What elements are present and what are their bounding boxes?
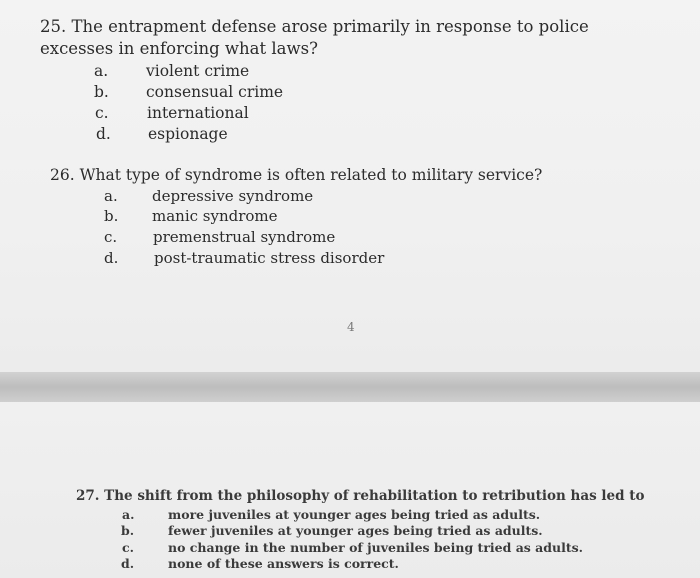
question-26-option-b-letter: b. [104, 207, 119, 225]
question-25-option-b-text: consensual crime [146, 83, 284, 101]
question-26-option-a-text: depressive syndrome [152, 187, 314, 205]
question-26-option-d-text: post-traumatic stress disorder [154, 249, 385, 267]
page-number: 4 [347, 320, 355, 334]
question-26-option-c-letter: c. [104, 228, 118, 246]
question-27-option-a-letter: a. [122, 507, 135, 522]
question-25-option-a-letter: a. [94, 62, 109, 80]
question-27-option-d-text: none of these answers is correct. [168, 556, 399, 571]
question-27-option-c-letter: c. [122, 540, 134, 555]
question-27-option-b-text: fewer juveniles at younger ages being tried as adults. [168, 523, 543, 538]
question-26-option-a-letter: a. [104, 187, 118, 205]
question-27-option-a-text: more juveniles at younger ages being tried as adults. [168, 507, 541, 522]
question-26-option-b-text: manic syndrome [152, 207, 278, 225]
question-25-stem: 25. The entrapment defense arose primarily in response to police excesses in enforcing what laws? [40, 17, 589, 58]
question-25-option-c-letter: c. [95, 104, 109, 122]
question-25-option-d-text: espionage [148, 125, 228, 143]
question-26-option-d-letter: d. [104, 249, 119, 267]
question-26-stem: 26. What type of syndrome is often related to military service? [50, 166, 543, 184]
question-27-option-d-letter: d. [121, 556, 135, 571]
question-27-option-c-text: no change in the number of juveniles being tried as adults. [168, 540, 584, 555]
question-27-option-b-letter: b. [121, 523, 135, 538]
question-25-option-a-text: violent crime [146, 62, 250, 80]
question-25-option-b-letter: b. [94, 83, 109, 101]
page-break-band [0, 372, 700, 402]
question-26-option-c-text: premenstrual syndrome [153, 228, 336, 246]
question-27-stem: 27. The shift from the philosophy of rehabilitation to retribution has led to [76, 488, 645, 504]
question-25-option-c-text: international [147, 104, 249, 122]
question-25-option-d-letter: d. [96, 125, 111, 143]
